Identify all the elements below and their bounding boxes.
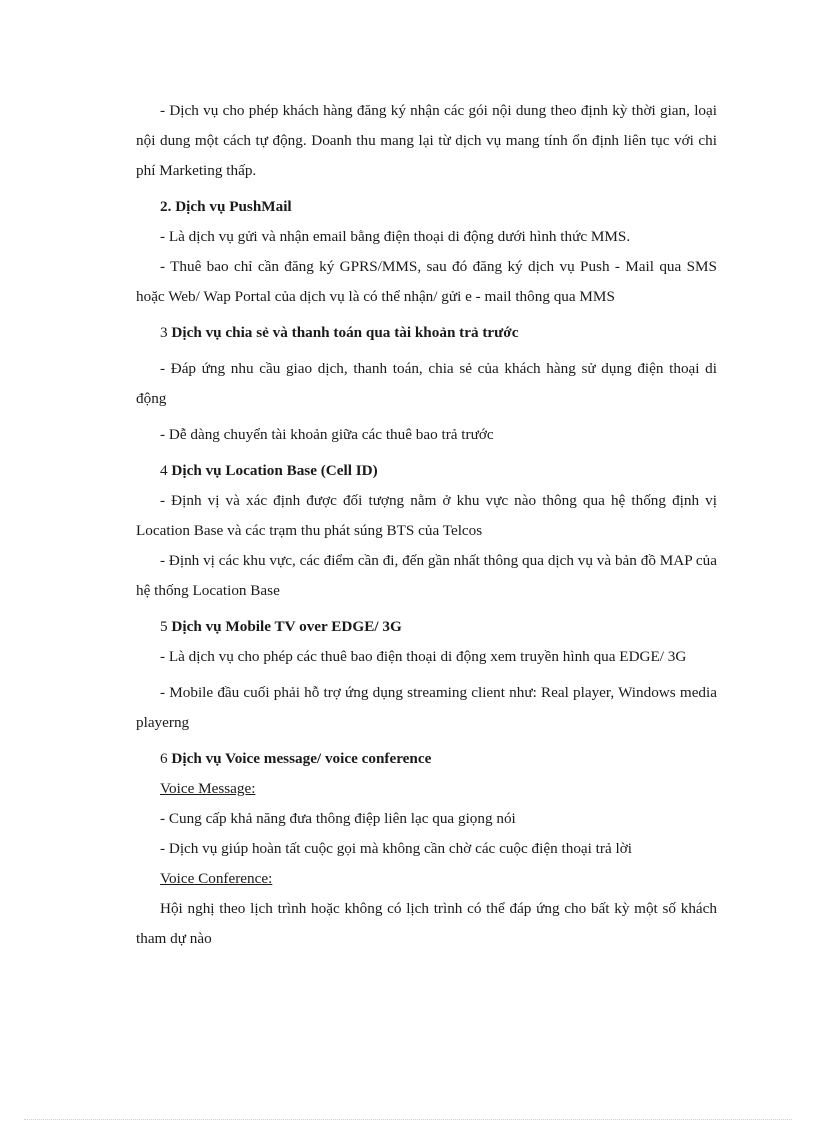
list-item: - Định vị các khu vực, các điểm cần đi, đến gần nhất thông qua dịch vụ và bản đồ MAP của hệ thống Location Base — [136, 552, 717, 599]
section-heading-pushmail — [136, 192, 717, 222]
list-item: - Dịch vụ giúp hoàn tất cuộc gọi mà không cần chờ các cuộc điện thoại trả lời — [160, 840, 632, 857]
section-number: 3 — [160, 324, 168, 341]
list-item: - Cung cấp khả năng đưa thông điệp liên lạc qua giọng nói — [160, 810, 516, 827]
list-item: - Đáp ứng nhu cầu giao dịch, thanh toán, chia sẻ của khách hàng sử dụng điện thoại di động — [136, 360, 717, 407]
section-title: Dịch vụ chia sẻ và thanh toán qua tài khoản trả trước — [171, 324, 519, 341]
section-number: 4 — [160, 462, 168, 479]
section-number: 6 — [160, 750, 168, 767]
section-title: Dịch vụ Location Base (Cell ID) — [171, 462, 378, 479]
list-item: - Mobile đầu cuối phải hỗ trợ ứng dụng streaming client như: Real player, Windows media playerng — [136, 684, 717, 731]
voice-message-label: Voice Message: — [160, 780, 256, 797]
section-title: Dịch vụ Voice message/ voice conference — [171, 750, 432, 767]
page-divider — [24, 1119, 792, 1120]
list-item: - Thuê bao chỉ cần đăng ký GPRS/MMS, sau đó đăng ký dịch vụ Push - Mail qua SMS hoặc Web/ Wap Portal của dịch vụ là có thể nhận/ gửi e - mail thông qua MMS — [136, 258, 717, 305]
list-item: - Là dịch vụ cho phép các thuê bao điện thoại di động xem truyền hình qua EDGE/ 3G — [160, 648, 687, 665]
section-title: Dịch vụ PushMail — [175, 198, 292, 215]
section-heading-mobile-tv — [136, 612, 717, 642]
document-page — [136, 96, 717, 954]
list-item: - Là dịch vụ gửi và nhận email bằng điện thoại di động dưới hình thức MMS. — [160, 228, 631, 245]
intro-paragraph: - Dịch vụ cho phép khách hàng đăng ký nhận các gói nội dung theo định kỳ thời gian, loại nội dung một cách tự động. Doanh thu mang lại từ dịch vụ mang tính ổn định liên tục với chi phí Marketing thấp. — [136, 102, 717, 179]
voice-conference-text: Hội nghị theo lịch trình hoặc không có lịch trình có thể đáp ứng cho bất kỳ một số khách tham dự nào — [136, 900, 717, 947]
section-number: 2. — [160, 198, 172, 215]
list-item: - Định vị và xác định được đối tượng nằm ở khu vực nào thông qua hệ thống định vị Location Base và các trạm thu phát súng BTS của Telcos — [136, 492, 717, 539]
section-title: Dịch vụ Mobile TV over EDGE/ 3G — [171, 618, 402, 635]
voice-conference-label: Voice Conference: — [160, 870, 273, 887]
section-heading-prepaid — [136, 318, 717, 348]
section-heading-voice — [136, 744, 717, 774]
section-number: 5 — [160, 618, 168, 635]
section-heading-location — [136, 456, 717, 486]
list-item: - Dễ dàng chuyển tài khoản giữa các thuê bao trả trước — [160, 426, 494, 443]
